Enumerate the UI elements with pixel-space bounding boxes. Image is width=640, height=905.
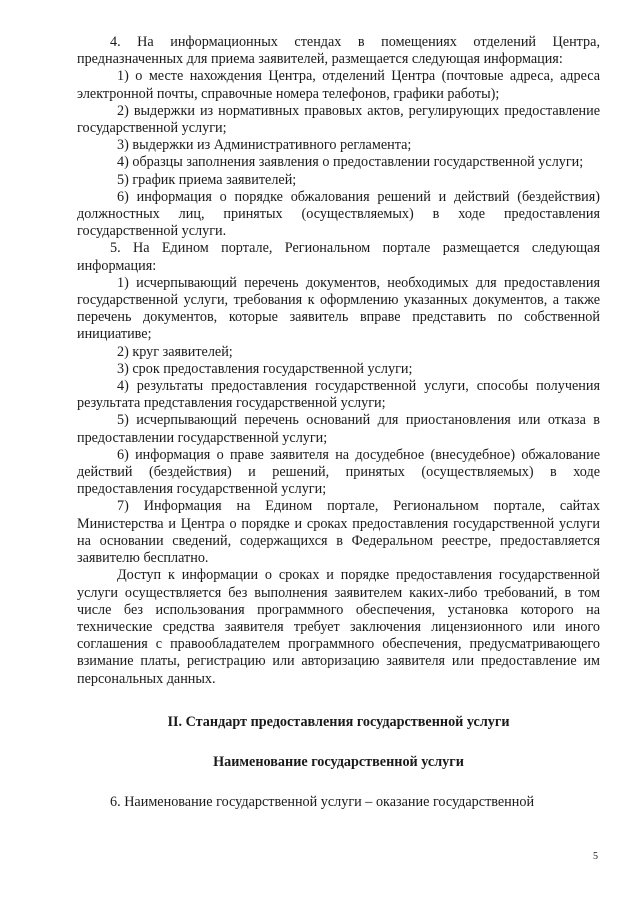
paragraph-item-4-stands: 4. На информационных стендах в помещениях отделений Центра, предназначенных для приема заявителей, размещается следующая информация: <box>77 34 600 68</box>
subsection-heading: Наименование государственной услуги <box>213 753 464 770</box>
paragraph-item-6-name: 6. Наименование государственной услуги – оказание государственной <box>110 794 535 811</box>
page-number: 5 <box>593 851 598 862</box>
portal-list-item-6: 6) информация о праве заявителя на досудебное (внесудебное) обжалование действий (бездействия) и решений, принятых (осуществляемых) в ходе предоставления государственной услуги; <box>77 446 600 498</box>
paragraph-access: Доступ к информации о сроках и порядке предоставления государственной услуги осуществляется без выполнения заявителем каких-либо требований, в том числе без использования программного обеспечения, установка которого на технические средства заявителя требует заключения лицензионного или иного соглашения с правообладателем программного обеспечения, предусматривающего взимание платы, регистрацию или авторизацию заявителя или предоставление им персональных данных. <box>77 567 600 687</box>
portal-list-item-7: 7) Информация на Едином портале, Региональном портале, сайтах Министерства и Центра о порядке и сроках предоставления государственной услуги на основании сведений, содержащихся в Федеральном реестре, предоставляется заявителю бесплатно. <box>77 498 600 567</box>
section-heading: II. Стандарт предоставления государственной услуги <box>167 713 510 730</box>
portal-list-item-5: 5) исчерпывающий перечень оснований для приостановления или отказа в предоставлении государственной услуги; <box>77 412 600 446</box>
list-item-1-location: 1) о месте нахождения Центра, отделений Центра (почтовые адреса, адреса электронной почты, справочные номера телефонов, графики работы); <box>77 68 600 102</box>
document-page <box>77 34 600 811</box>
list-item-5-schedule: 5) график приема заявителей; <box>117 171 297 188</box>
portal-list-item-1: 1) исчерпывающий перечень документов, необходимых для предоставления государственной услуги, требования к оформлению указанных документов, а также перечень документов, которые заявитель вправе представить по собственной инициативе; <box>77 274 600 343</box>
paragraph-item-5-portal: 5. На Едином портале, Региональном портале размещается следующая информация: <box>77 240 600 274</box>
list-item-2-extracts-normative: 2) выдержки из нормативных правовых актов, регулирующих предоставление государственной услуги; <box>77 102 600 137</box>
portal-list-item-3: 3) срок предоставления государственной услуги; <box>117 360 413 377</box>
portal-list-item-4: 4) результаты предоставления государственной услуги, способы получения результата представления государственной услуги; <box>77 378 600 412</box>
list-item-6-appeal-info: 6) информация о порядке обжалования решений и действий (бездействия) должностных лиц, принятых (осуществляемых) в ходе предоставления государственной услуги. <box>77 188 600 240</box>
list-item-4-samples: 4) образцы заполнения заявления о предоставлении государственной услуги; <box>117 154 584 171</box>
portal-list-item-2: 2) круг заявителей; <box>117 343 233 360</box>
list-item-3-extracts-regulation: 3) выдержки из Административного регламента; <box>117 137 412 154</box>
